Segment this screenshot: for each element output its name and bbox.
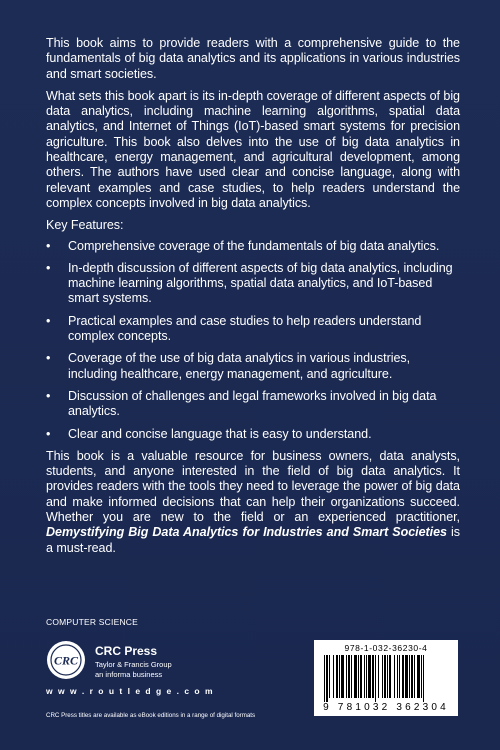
closing-paragraph [46,449,460,556]
barcode-bar [394,655,395,698]
bullet-icon: • [46,351,51,366]
barcode-bar [354,655,357,698]
feature-item [46,261,460,307]
book-title: Demystifying Big Data Analytics for Industries and Smart Societies [46,525,447,540]
publisher-group: Taylor & Francis Group [95,660,172,669]
subject-category: COMPUTER SCIENCE [46,617,138,627]
barcode-bar [405,655,408,698]
closing-end: is a must-read. [46,525,460,555]
closing-text: This book is a valuable resource for business owners, data analysts, students, and anyone interested in the field of big data analytics. It provides readers with the tools they need to leverage the power of big data and make informed decisions that can help their organizations succeed. Whether you are new to the field or an experienced practitioner, [46,448,460,525]
publisher-name: CRC Press [95,644,158,658]
bullet-icon: • [46,313,51,328]
feature-text: Clear and concise language that is easy to understand. [68,426,372,441]
barcode-bar [360,655,362,698]
barcode-bar [333,655,334,698]
intro-paragraph: This book aims to provide readers with a comprehensive guide to the fundamentals of big data analytics and its applications in various industries and smart societies. [46,36,460,81]
bullet-icon: • [46,388,51,403]
barcode-bar [409,655,410,698]
bullet-icon: • [46,260,51,275]
feature-item [46,239,460,254]
barcode-bar [366,655,367,698]
bullet-icon: • [46,238,51,253]
publisher-business: an informa business [95,670,163,679]
blurb [46,36,460,563]
barcode-bar [387,655,388,698]
feature-text: Comprehensive coverage of the fundamentals of big data analytics. [68,238,440,253]
barcode-bar [402,655,404,698]
ean-number: 9 781032 362304 [323,702,449,713]
publisher-logo-block [46,640,246,700]
barcode-bar [423,655,424,702]
features-list [46,239,460,442]
publisher-url: w w w . r o u t l e d g e . c o m [46,686,215,696]
barcode-bar [346,655,347,698]
isbn-number: 978-1-032-36230-4 [344,643,428,653]
barcode-bar [348,655,350,698]
barcode-bar [368,655,371,698]
feature-text: Coverage of the use of big data analytics in various industries, including healthcare, energy management, and agriculture. [68,351,411,381]
barcode-bar [326,655,328,702]
barcode-bar [417,655,420,698]
barcode-bar [389,655,391,698]
barcode-bar [414,655,415,698]
feature-text: In-depth discussion of different aspects of big data analytics, including machine learning algorithms, spatial data analytics, and IoT-based smart systems. [68,260,453,306]
barcode-bar [351,655,352,698]
barcode-bar [384,655,386,698]
barcode-bar [341,655,344,698]
barcode-bar [364,655,365,698]
feature-item [46,314,460,345]
crc-logo-text: CRC [53,653,79,668]
ebook-note: CRC Press titles are available as eBook editions in a range of digital formats [46,712,256,719]
barcode-bar [324,655,325,702]
feature-item [46,389,460,420]
bullet-icon: • [46,426,51,441]
feature-text: Discussion of challenges and legal frameworks involved in big data analytics. [68,388,437,419]
crc-logo-icon [46,640,86,680]
barcode-bar [358,655,359,698]
barcode-bar [375,655,376,702]
barcode-bar [397,655,398,698]
barcode-bar [399,655,400,698]
barcode-bar [421,655,422,698]
description-paragraph: What sets this book apart is its in-depth coverage of different aspects of big data analytics, including machine learning algorithms, spatial data analytics, and Internet of Things (IoT)-based smart systems for precision agriculture. This book also delves into the use of big data analytics in healthcare, energy management, and agricultural development, among others. The authors have used clear and concise language, along with relevant examples and case studies, to help readers understand the complex concepts involved in big data analytics. [46,88,460,210]
feature-item [46,427,460,442]
feature-item [46,351,460,382]
barcode-bar [339,655,340,698]
barcode-bar [336,655,338,698]
barcode-bar [372,655,374,698]
barcode-panel [314,640,458,716]
key-features-heading: Key Features: [46,218,124,233]
barcode-bar [411,655,413,698]
barcode-icon [324,655,450,702]
barcode-bar [378,655,379,698]
barcode-bar [329,655,330,698]
feature-text: Practical examples and case studies to help readers understand complex concepts. [68,313,422,344]
barcode-bar [382,655,383,698]
